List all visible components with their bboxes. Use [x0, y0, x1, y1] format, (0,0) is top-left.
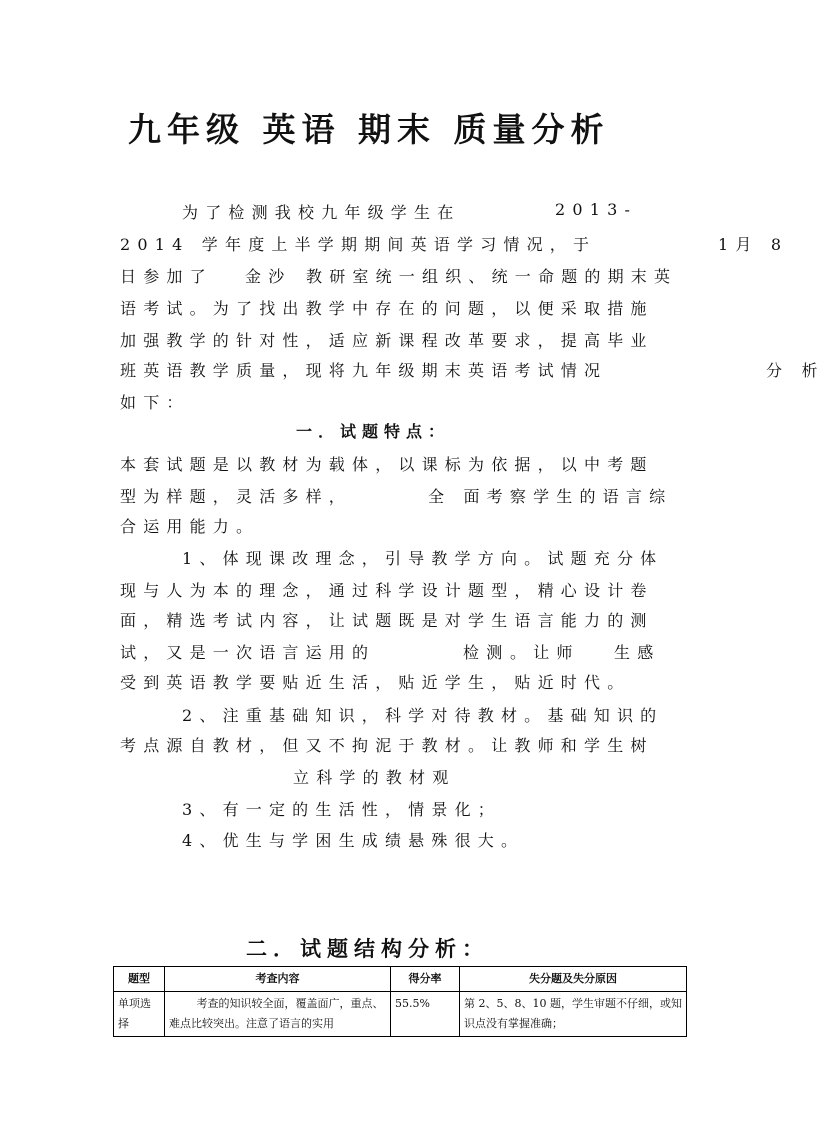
intro-line-3a: 日参加了	[120, 267, 213, 286]
s1-item4: 4、优生与学困生成绩悬殊很大。	[182, 831, 525, 850]
s1-item1-line-2: 现与人为本的理念，通过科学设计题型，精心设计卷	[120, 581, 654, 600]
s1-item3: 3、有一定的生活性，情景化；	[182, 800, 501, 819]
reason-cell: 第 2、5、8、10 题，学生审题不仔细，或知识点没有掌握准确；	[460, 992, 687, 1037]
structure-analysis-table	[113, 966, 687, 1037]
s1-item1-line-5: 受到英语教学要贴近生活，贴近学生，贴近时代。	[120, 673, 631, 692]
table-header-cell: 考查内容	[165, 967, 391, 992]
s1-item1-line-4a: 试，又是一次语言运用的	[120, 643, 376, 662]
section-2-heading: 二．试题结构分析：	[246, 937, 489, 961]
intro-line-6a: 班英语教学质量，现将九年级期末英语考试情况	[120, 361, 608, 380]
intro-line-4: 语考试。为了找出教学中存在的问题，以便采取措施	[120, 299, 654, 318]
table-header-cell: 得分率	[391, 967, 460, 992]
intro-line-1a: 为了检测我校九年级学生在	[182, 203, 461, 222]
intro-line-2b: 1月 8	[718, 235, 789, 254]
s1-item1-line-4c: 。让师	[510, 643, 580, 662]
table-row	[114, 992, 687, 1037]
question-type-cell: 单项选择	[114, 992, 165, 1037]
score-rate-cell: 55.5%	[391, 992, 460, 1037]
s1-item1-line-4d: 生感	[614, 643, 661, 662]
intro-line-7: 如下：	[120, 393, 190, 412]
s1-item2-line-1: 2、注重基础知识，科学对待教材。基础知识的	[182, 706, 664, 725]
intro-line-6b: 分 析	[766, 361, 825, 380]
table-header-cell: 题型	[114, 967, 165, 992]
s1-item2-line-2: 考点源自教材，但又不拘泥于教材。让教师和学生树	[120, 736, 654, 755]
intro-line-1b: 2013-	[555, 200, 638, 219]
document-title: 九年级 英语 期末 质量分析	[128, 110, 610, 149]
intro-line-3b: 金沙	[245, 267, 292, 286]
intro-line-3c: 教研室统一组织、统一命题的期末英	[306, 267, 678, 286]
intro-line-2a: 2014 学年度上半学期期间英语学习情况，于	[120, 235, 597, 254]
content-cell: 考查的知识较全面，覆盖面广，重点、难点比较突出。注意了语言的实用	[165, 992, 391, 1037]
table-header-cell: 失分题及失分原因	[460, 967, 687, 992]
s1-item1-line-1: 1、体现课改理念，引导教学方向。试题充分体	[182, 549, 664, 568]
s1-p1-line-3: 合运用能力。	[120, 517, 260, 536]
s1-item1-line-3: 面，精选考试内容，让试题既是对学生语言能力的测	[120, 611, 654, 630]
s1-p1-line-2a: 型为样题，灵活多样，	[120, 487, 353, 506]
section-1-heading: 一．试题特点：	[296, 422, 451, 441]
s1-p1-line-1: 本套试题是以教材为载体，以课标为依据，以中考题	[120, 455, 654, 474]
table-header-row	[114, 967, 687, 992]
s1-p1-line-2b: 全 面考察学生的语言综	[428, 487, 673, 506]
s1-item1-line-4b: 检测	[463, 643, 510, 662]
s1-item2-line-3: 立科学的教材观	[293, 768, 456, 787]
intro-line-5: 加强教学的针对性，适应新课程改革要求，提高毕业	[120, 331, 654, 350]
